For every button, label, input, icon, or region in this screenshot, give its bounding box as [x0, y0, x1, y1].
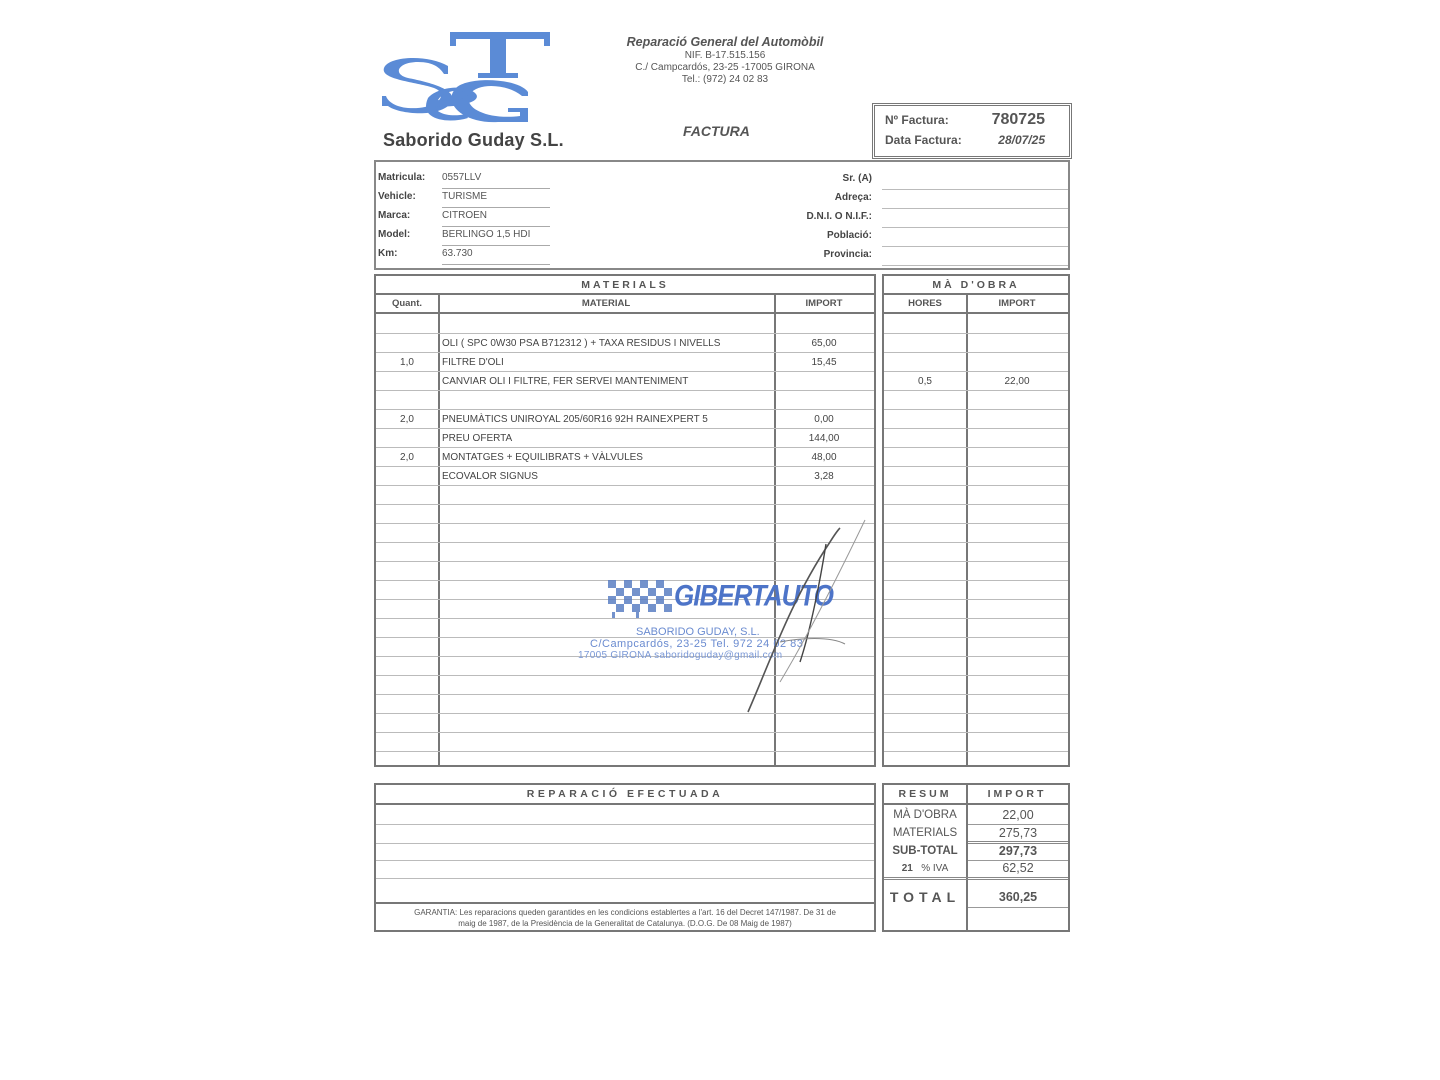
field-label: Sr. (A) — [842, 173, 872, 184]
labour-import: 22,00 — [1004, 376, 1030, 387]
material-import: 15,45 — [811, 357, 837, 368]
stamp-brand: GIBERTAUTO — [674, 577, 834, 613]
invoice-number-label: Nº Factura: — [885, 113, 949, 127]
material-qty: 2,0 — [400, 414, 414, 425]
summary-box — [882, 783, 1070, 932]
summary-labour-value: 22,00 — [1002, 808, 1034, 822]
warranty-line: GARANTIA: Les reparacions queden garantides en les condicions establertes a l'art. 16 del Decret 147/1987. De 31 de — [414, 908, 836, 917]
company-logo — [378, 28, 558, 128]
field-label: Matricula: — [378, 172, 426, 183]
client-row-nif — [796, 207, 1068, 226]
company-nif: NIF. B-17.515.156 — [684, 50, 766, 61]
material-desc: PNEUMÀTICS UNIROYAL 205/60R16 92H RAINEXPERT 5 — [442, 414, 708, 425]
repair-title: REPARACIÓ EFECTUADA — [376, 785, 874, 805]
company-tagline: Reparació General del Automòbil — [626, 35, 824, 49]
invoice-date: 28/07/25 — [998, 133, 1045, 147]
labour-title: MÀ D'OBRA — [884, 276, 1068, 295]
invoice-number: 780725 — [991, 111, 1045, 128]
repair-section — [374, 783, 876, 932]
checkered-flag-icon — [606, 578, 676, 618]
warranty-text — [376, 902, 874, 930]
summary-vat-value: 62,52 — [1002, 861, 1034, 875]
field-value: BERLINGO 1,5 HDI — [442, 229, 531, 240]
material-desc: OLI ( SPC 0W30 PSA B712312 ) + TAXA RESIDUS I NIVELLS — [442, 338, 721, 349]
document-title: FACTURA — [683, 123, 750, 139]
summary-materials-value: 275,73 — [998, 826, 1038, 840]
field-label: Marca: — [378, 210, 411, 221]
field-value: 63.730 — [442, 248, 473, 259]
company-name: Saborido Guday S.L. — [383, 130, 564, 150]
field-value: TURISME — [442, 191, 487, 202]
invoice-info-box — [872, 103, 1072, 159]
stamp-email: 17005 GIRONA saboridoguday@gmail.com — [578, 650, 783, 661]
stamp-company: SABORIDO GUDAY, S.L. — [636, 626, 760, 638]
summary-subtotal-label: SUB-TOTAL — [892, 845, 958, 857]
client-row-province — [796, 245, 1068, 264]
summary-header-import: IMPORT — [966, 785, 1068, 805]
field-label: Vehicle: — [378, 191, 416, 202]
col-header-hours: HORES — [884, 295, 966, 314]
field-label: Provincia: — [823, 249, 872, 260]
col-header-material: MATERIAL — [438, 295, 774, 314]
summary-header-label: RESUM — [884, 785, 966, 805]
material-desc: CANVIAR OLI I FILTRE, FER SERVEI MANTENIMENT — [442, 376, 689, 387]
field-label: Km: — [378, 248, 398, 259]
summary-labour-label: MÀ D'OBRA — [893, 809, 957, 821]
material-desc: ECOVALOR SIGNUS — [442, 471, 538, 482]
field-label: Model: — [378, 229, 411, 240]
client-row-address — [796, 188, 1068, 207]
warranty-line: maig de 1987, de la Presidència de la Generalitat de Catalunya. (D.O.G. De 08 Maig de 1987) — [458, 919, 792, 928]
invoice-date-label: Data Factura: — [885, 133, 962, 147]
summary-total-value: 360,25 — [998, 890, 1038, 904]
field-label: Població: — [826, 230, 872, 241]
summary-subtotal-value: 297,73 — [998, 844, 1038, 858]
col-header-import: IMPORT — [774, 295, 874, 314]
col-header-qty: Quant. — [376, 295, 438, 314]
field-value: CITROEN — [442, 210, 487, 221]
material-qty: 1,0 — [400, 357, 414, 368]
client-row-city — [796, 226, 1068, 245]
client-row-name — [796, 169, 1068, 188]
col-header-import: IMPORT — [966, 295, 1068, 314]
company-info — [600, 35, 850, 86]
labour-table — [882, 274, 1070, 767]
material-desc: FILTRE D'OLI — [442, 357, 504, 368]
field-value: 0557LLV — [442, 172, 482, 183]
summary-total-label: TOTAL — [889, 889, 961, 905]
vat-rate: 21 — [901, 863, 913, 874]
material-import: 48,00 — [811, 452, 837, 463]
vat-label: % IVA — [921, 863, 949, 874]
material-import: 3,28 — [814, 471, 834, 482]
material-import: 144,00 — [808, 433, 840, 444]
signature — [740, 512, 880, 722]
company-phone: Tel.: (972) 24 02 83 — [681, 74, 769, 85]
materials-title: MATERIALS — [376, 276, 874, 295]
material-import: 65,00 — [811, 338, 837, 349]
stamp-address: C/Campcardós, 23-25 Tel. 972 24 02 83 — [590, 638, 804, 650]
material-qty: 2,0 — [400, 452, 414, 463]
labour-hours: 0,5 — [918, 376, 932, 387]
field-label: D.N.I. O N.I.F.: — [806, 211, 872, 222]
material-desc: PREU OFERTA — [442, 433, 513, 444]
summary-materials-label: MATERIALS — [892, 827, 958, 839]
company-address: C./ Campcardós, 23-25 -17005 GIRONA — [635, 62, 815, 73]
material-import: 0,00 — [814, 414, 834, 425]
field-label: Adreça: — [834, 192, 872, 203]
material-desc: MONTATGES + EQUILIBRATS + VÀLVULES — [442, 452, 643, 463]
vehicle-client-block — [374, 160, 1070, 270]
summary-vat-label — [884, 863, 966, 874]
